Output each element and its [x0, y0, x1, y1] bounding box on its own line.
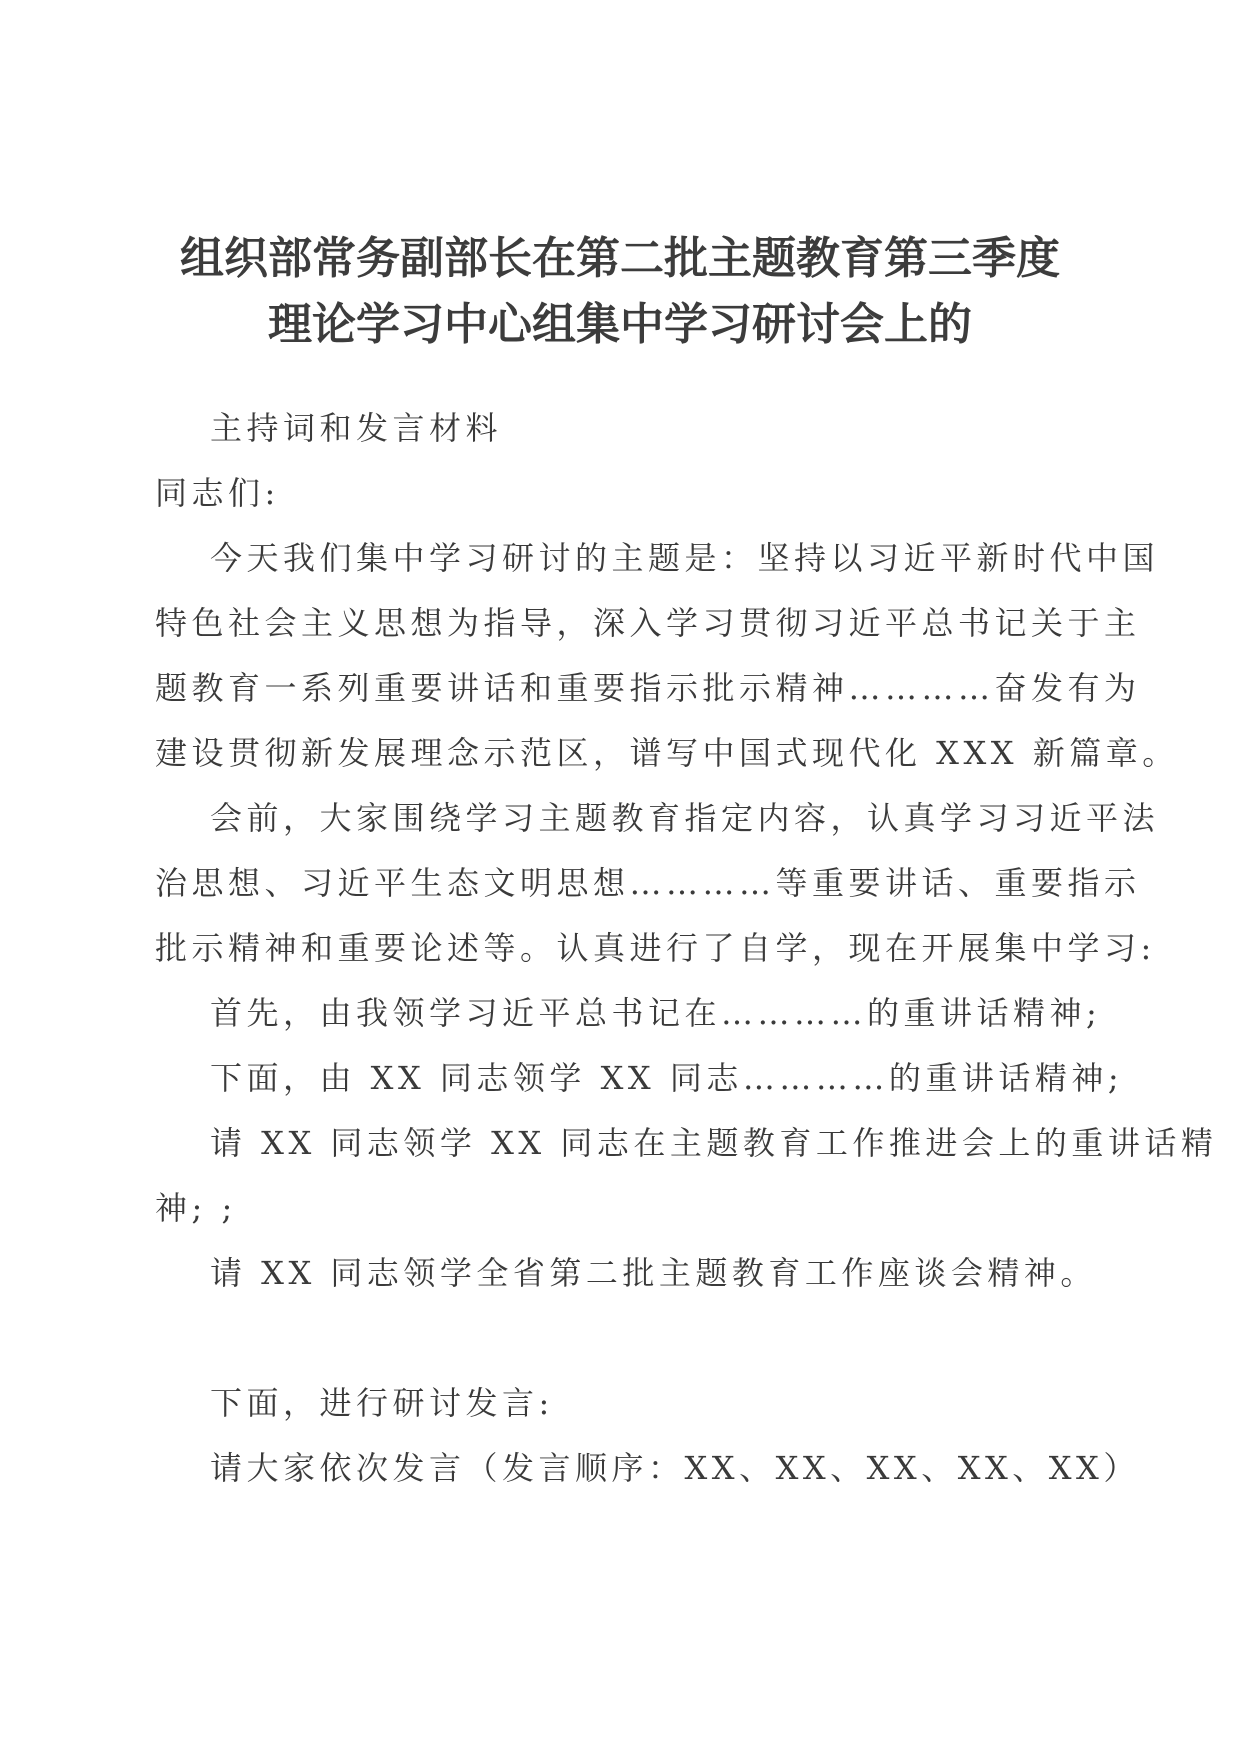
- paragraph-line: 治思想、习近平生态文明思想…………等重要讲话、重要指示: [155, 864, 1141, 902]
- paragraph-line: 特色社会主义思想为指导，深入学习贯彻习近平总书记关于主: [155, 604, 1141, 642]
- document-title-line-2: 理论学习中心组集中学习研讨会上的: [268, 299, 972, 350]
- paragraph-line: 建设贯彻新发展理念示范区，谱写中国式现代化 XXX 新篇章。: [155, 734, 1179, 772]
- paragraph-line: 批示精神和重要论述等。认真进行了自学，现在开展集中学习:: [155, 929, 1156, 967]
- paragraph-line: 请 XX 同志领学全省第二批主题教育工作座谈会精神。: [210, 1254, 1097, 1292]
- paragraph-line: 会前，大家围绕学习主题教育指定内容，认真学习习近平法: [210, 799, 1160, 837]
- salutation: 同志们:: [155, 474, 280, 512]
- paragraph-line: 下面，进行研讨发言:: [210, 1384, 554, 1422]
- paragraph-line: 题教育一系列重要讲话和重要指示批示精神…………奋发有为: [155, 669, 1141, 707]
- paragraph-line: 请大家依次发言（发言顺序：XX、XX、XX、XX、XX）: [210, 1449, 1140, 1487]
- document-title-line-1: 组织部常务副部长在第二批主题教育第三季度: [180, 233, 1060, 284]
- paragraph-line: 今天我们集中学习研讨的主题是：坚持以习近平新时代中国: [210, 539, 1160, 577]
- subtitle: 主持词和发言材料: [210, 409, 503, 447]
- paragraph-line: 首先，由我领学习近平总书记在…………的重讲话精神;: [210, 994, 1102, 1032]
- paragraph-line: 下面，由 XX 同志领学 XX 同志…………的重讲话精神;: [210, 1059, 1124, 1097]
- paragraph-line: 神; ;: [155, 1189, 237, 1227]
- paragraph-line: 请 XX 同志领学 XX 同志在主题教育工作推进会上的重讲话精: [210, 1124, 1218, 1162]
